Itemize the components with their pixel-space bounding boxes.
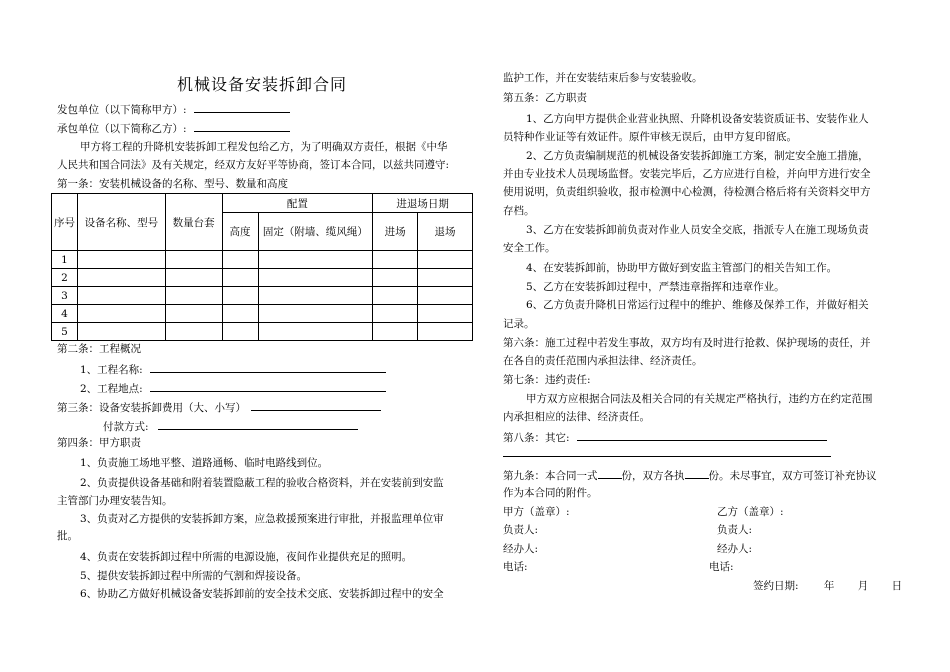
article-3-heading: 第三条：设备安装拆卸费用（大、小写） <box>57 402 246 414</box>
project-site-label: 2、工程地点: <box>80 383 143 395</box>
article-5-item-2c: 使用说明，负责组织验收，报市检测中心检测，待检测合格后将有关资料交甲方 <box>503 186 871 198</box>
cell-exit[interactable] <box>418 269 473 287</box>
article-4-item-4: 4、负责在安装拆卸过程中所需的电源设施，夜间作业提供充足的照明。 <box>80 551 413 563</box>
article-6-line-1: 第六条：施工过程中若发生事故，双方均有及时进行抢救、保护现场的责任，并 <box>503 337 871 349</box>
month-label: 月 <box>857 580 869 592</box>
article-1-heading: 第一条：安装机械设备的名称、型号、数量和高度 <box>57 178 288 190</box>
cell-name[interactable] <box>77 251 165 269</box>
cell-fixed[interactable] <box>258 323 373 341</box>
article-9-part-2: 份，双方各执 <box>621 470 685 482</box>
cell-enter[interactable] <box>373 305 418 323</box>
party-a-label: 发包单位（以下简称甲方）: <box>57 104 187 116</box>
payment-label: 付款方式: <box>103 421 149 433</box>
th-no: 序号 <box>52 194 78 251</box>
party-a-blank[interactable] <box>194 101 290 113</box>
cell-exit[interactable] <box>418 323 473 341</box>
cell-height[interactable] <box>222 287 258 305</box>
article-8-label: 第八条：其它: <box>503 432 570 444</box>
th-height: 高度 <box>222 213 258 251</box>
article-4-item-3a: 3、负责对乙方提供的安装拆卸方案，应急救援预案进行审批，并报监理单位审 <box>80 513 444 525</box>
cell-enter[interactable] <box>373 323 418 341</box>
party-b-seal: 乙方（盖章）: <box>717 506 784 518</box>
row-number: 4 <box>52 305 78 323</box>
cell-height[interactable] <box>222 323 258 341</box>
project-site-blank[interactable] <box>150 380 386 392</box>
cell-fixed[interactable] <box>258 251 373 269</box>
th-exit: 退场 <box>418 213 473 251</box>
article-5-item-2b: 并由专业技术人员现场监督。安装完毕后，乙方应进行自检，并向甲方进行安全 <box>503 168 871 180</box>
th-config: 配置 <box>222 194 373 213</box>
row-number: 2 <box>52 269 78 287</box>
article-9-line-2: 作为本合同的附件。 <box>503 487 598 499</box>
intro-line-1: 甲方将工程的升降机安装拆卸工程发包给乙方，为了明确双方责任，根据《中华 <box>80 141 448 153</box>
article-4-item-2a: 2、负责提供设备基础和附着装置隐蔽工程的验收合格资料，并在安装前到安监 <box>80 477 444 489</box>
equipment-table <box>51 193 473 341</box>
day-label: 日 <box>891 580 903 592</box>
article-4-heading: 第四条：甲方职责 <box>57 437 141 449</box>
cell-enter[interactable] <box>373 287 418 305</box>
cell-exit[interactable] <box>418 251 473 269</box>
article-4-item-6: 6、协助乙方做好机械设备安装拆卸前的安全技术交底、安装拆卸过程中的安全 <box>80 588 444 600</box>
year-label: 年 <box>823 580 835 592</box>
party-b-head: 负责人: <box>717 524 753 536</box>
cell-exit[interactable] <box>418 287 473 305</box>
cell-qty[interactable] <box>165 251 222 269</box>
project-name-line <box>80 361 386 377</box>
th-qty: 数量台套 <box>165 194 222 251</box>
article-7-line-2: 内承担相应的法律、经济责任。 <box>503 411 650 423</box>
article-6-line-2: 在各自的责任范围内承担法律、经济责任。 <box>503 355 703 367</box>
th-dates: 进退场日期 <box>373 194 473 213</box>
th-fixed: 固定（附墙、缆风绳） <box>258 213 373 251</box>
fee-line <box>57 399 381 415</box>
copies-each-blank[interactable] <box>685 467 709 479</box>
copies-total-blank[interactable] <box>598 467 622 479</box>
fee-blank[interactable] <box>251 399 381 411</box>
party-b-agent: 经办人: <box>717 543 753 555</box>
article-8-line <box>503 429 827 445</box>
article-9-part-1: 第九条：本合同一式 <box>503 470 598 482</box>
article-5-item-5: 5、乙方在安装拆卸过程中，严禁违章指挥和违章作业。 <box>526 281 785 293</box>
article-5-item-2a: 2、乙方负责编制规范的机械设备安装拆卸施工方案，制定安全施工措施， <box>526 150 869 162</box>
article-5-item-4: 4、在安装拆卸前，协助甲方做好到安监主管部门的相关告知工作。 <box>526 262 838 274</box>
th-enter: 进场 <box>373 213 418 251</box>
article-5-item-1b: 员特种作业证等有效证件。原件审核无误后，由甲方复印留底。 <box>503 131 797 143</box>
row-number: 3 <box>52 287 78 305</box>
signing-date-label: 签约日期: <box>753 580 799 592</box>
cell-enter[interactable] <box>373 251 418 269</box>
other-terms-blank[interactable] <box>577 429 827 441</box>
row-number: 5 <box>52 323 78 341</box>
cell-height[interactable] <box>222 251 258 269</box>
cell-enter[interactable] <box>373 269 418 287</box>
table-row <box>52 287 473 305</box>
article-2-heading: 第二条：工程概况 <box>57 343 141 355</box>
article-4-item-1: 1、负责施工场地平整、道路通畅、临时电路线到位。 <box>80 457 329 469</box>
article-5-item-6a: 6、乙方负责升降机日常运行过程中的维护、维修及保养工作，并做好相关 <box>526 299 869 311</box>
article-5-item-2d: 存档。 <box>503 205 535 217</box>
table-row <box>52 251 473 269</box>
cell-name[interactable] <box>77 305 165 323</box>
continued-line: 监护工作，并在安装结束后参与安装验收。 <box>503 72 703 84</box>
table-row <box>52 323 473 341</box>
intro-line-2: 人民共和国合同法》及有关规定，经双方友好平等协商，签订本合同，以兹共同遵守: <box>57 159 450 171</box>
cell-name[interactable] <box>77 323 165 341</box>
article-7-heading: 第七条：违约责任: <box>503 374 591 386</box>
table-row <box>52 269 473 287</box>
row-number: 1 <box>52 251 78 269</box>
party-b-phone: 电话: <box>709 561 734 573</box>
article-5-item-3a: 3、乙方在安装拆卸前负责对作业人员安全交底，指派专人在施工现场负责 <box>526 224 869 236</box>
cell-height[interactable] <box>222 305 258 323</box>
project-name-blank[interactable] <box>150 361 386 373</box>
payment-blank[interactable] <box>158 418 358 430</box>
cell-fixed[interactable] <box>258 269 373 287</box>
cell-qty[interactable] <box>165 269 222 287</box>
party-b-line <box>57 120 290 136</box>
payment-line <box>103 418 358 434</box>
article-5-heading: 第五条：乙方职责 <box>503 92 587 104</box>
party-a-head: 负责人: <box>503 524 539 536</box>
cell-height[interactable] <box>222 269 258 287</box>
project-name-label: 1、工程名称: <box>80 364 143 376</box>
cell-exit[interactable] <box>418 305 473 323</box>
article-7-line-1: 甲方双方应根据合同法及相关合同的有关规定严格执行，违约方在约定范围 <box>526 393 873 405</box>
article-5-item-3b: 安全工作。 <box>503 242 556 254</box>
article-5-item-1a: 1、乙方向甲方提供企业营业执照、升降机设备安装资质证书、安装作业人 <box>526 113 869 125</box>
article-4-item-3b: 批。 <box>57 530 78 542</box>
cell-name[interactable] <box>77 287 165 305</box>
cell-fixed[interactable] <box>258 287 373 305</box>
table-row <box>52 305 473 323</box>
cell-name[interactable] <box>77 269 165 287</box>
other-terms-blank-2[interactable] <box>503 456 831 457</box>
cell-qty[interactable] <box>165 287 222 305</box>
party-b-label: 承包单位（以下简称乙方）: <box>57 123 187 135</box>
th-name: 设备名称、型号 <box>77 194 165 251</box>
party-a-phone: 电话: <box>503 561 528 573</box>
cell-fixed[interactable] <box>258 305 373 323</box>
party-b-blank[interactable] <box>194 120 290 132</box>
article-9-part-3: 份。未尽事宜，双方可签订补充协议 <box>708 470 877 482</box>
article-4-item-5: 5、提供安装拆卸过程中所需的气割和焊接设备。 <box>80 570 308 582</box>
project-site-line <box>80 380 386 396</box>
article-9-line-1 <box>503 467 877 483</box>
party-a-agent: 经办人: <box>503 543 539 555</box>
article-4-item-2b: 主管部门办理安装告知。 <box>57 495 173 507</box>
party-a-line <box>57 101 290 117</box>
party-a-seal: 甲方（盖章）: <box>503 506 570 518</box>
signing-date <box>753 579 902 593</box>
cell-qty[interactable] <box>165 323 222 341</box>
page-title: 机械设备安装拆卸合同 <box>177 75 348 94</box>
article-5-item-6b: 记录。 <box>503 318 535 330</box>
cell-qty[interactable] <box>165 305 222 323</box>
